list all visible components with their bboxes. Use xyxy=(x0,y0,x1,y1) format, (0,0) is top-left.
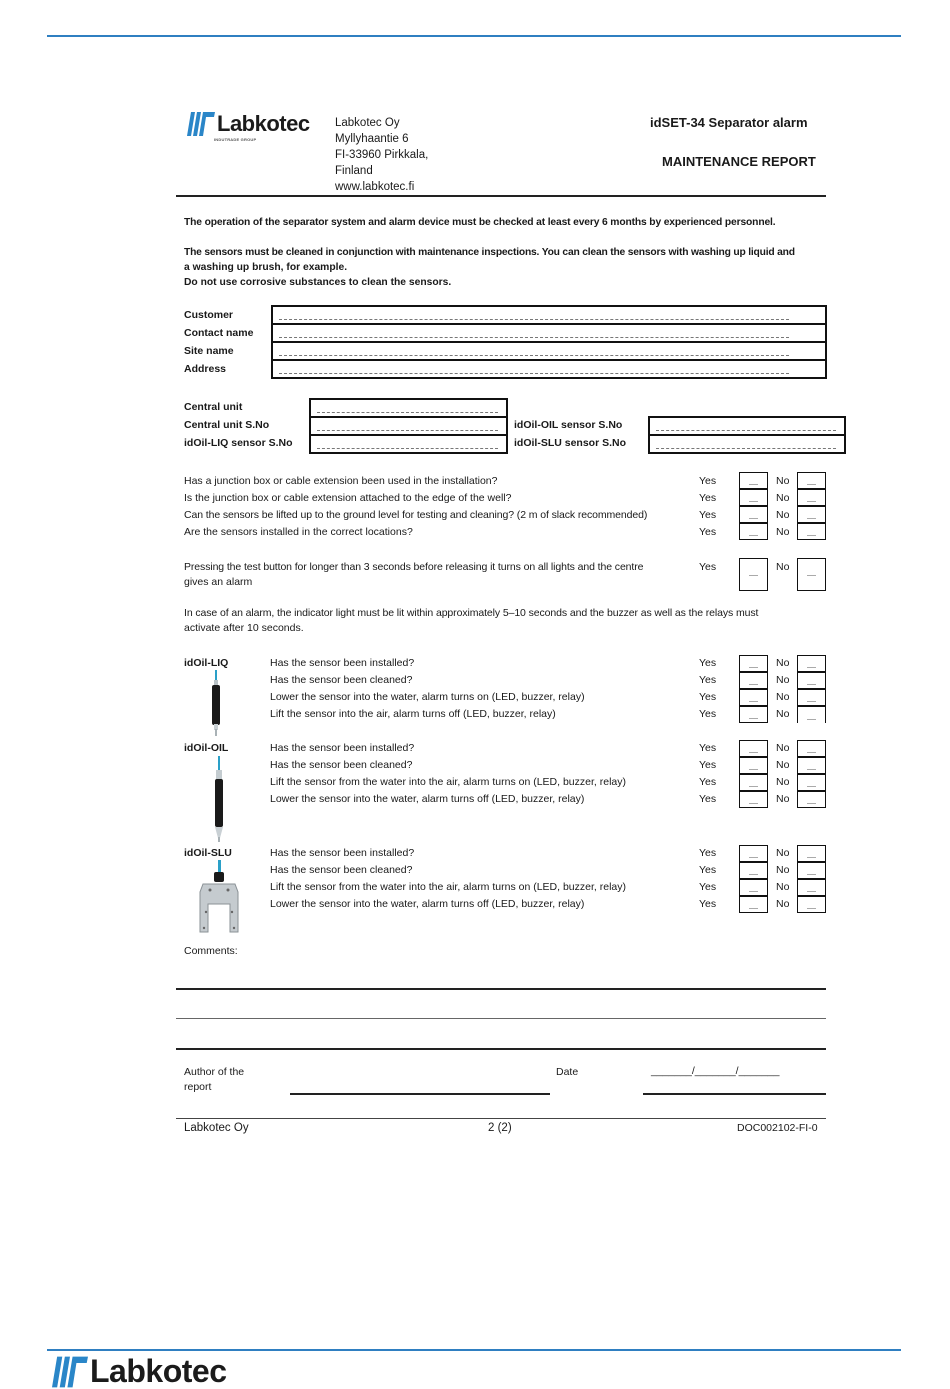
central-unit-sno-field[interactable] xyxy=(309,416,508,436)
sensor-name-liq: idOil-LIQ xyxy=(184,657,229,669)
fill-line xyxy=(279,319,789,320)
oil-sno-field[interactable] xyxy=(648,416,846,436)
logo-wordmark: Labkotec xyxy=(90,1353,227,1389)
fill-line xyxy=(279,337,789,338)
author-label-cont: report xyxy=(184,1081,212,1093)
yes-checkbox[interactable] xyxy=(739,774,768,791)
no-label: No xyxy=(776,864,790,876)
yes-checkbox[interactable] xyxy=(739,879,768,896)
labkotec-logo xyxy=(187,112,310,136)
yes-checkbox[interactable] xyxy=(739,740,768,757)
footer-rule xyxy=(47,1349,901,1351)
header-rule xyxy=(47,35,901,37)
question-text: Has the sensor been cleaned? xyxy=(270,759,413,771)
address-line: FI-33960 Pirkkala, xyxy=(335,149,429,161)
intro-paragraph-2: The sensors must be cleaned in conjunction with maintenance inspections. You can clean the sensors with washing up liquid and xyxy=(184,247,795,258)
no-checkbox[interactable] xyxy=(797,689,826,706)
yes-label: Yes xyxy=(699,847,717,859)
comment-line-1[interactable] xyxy=(176,988,826,990)
no-checkbox[interactable] xyxy=(797,879,826,896)
alarm-note: In case of an alarm, the indicator light must be lit within approximately 5–10 seconds and the buzzer as well as the relays must xyxy=(184,607,759,619)
website-link[interactable]: www.labkotec.fi xyxy=(335,181,415,193)
no-checkbox[interactable] xyxy=(797,489,826,506)
yes-label: Yes xyxy=(699,776,717,788)
yes-checkbox[interactable] xyxy=(739,791,768,808)
fill-line xyxy=(317,448,498,449)
date-label: Date xyxy=(556,1066,579,1078)
question-text: Has the sensor been installed? xyxy=(270,657,415,669)
logo-stripes-icon xyxy=(187,112,215,136)
customer-label: Customer xyxy=(184,309,234,321)
yes-label: Yes xyxy=(699,561,717,573)
no-label: No xyxy=(776,475,790,487)
bottom-labkotec-logo xyxy=(52,1354,226,1388)
question-text: Has the sensor been installed? xyxy=(270,847,415,859)
no-label: No xyxy=(776,898,790,910)
site-name-label: Site name xyxy=(184,345,234,357)
comment-line-3[interactable] xyxy=(176,1048,826,1050)
slu-sno-label: idOil-SLU sensor S.No xyxy=(514,437,627,449)
fill-line xyxy=(279,355,789,356)
product-title: idSET-34 Separator alarm xyxy=(650,115,808,130)
no-label: No xyxy=(776,561,790,573)
fill-line xyxy=(317,412,498,413)
yes-label: Yes xyxy=(699,708,717,720)
yes-label: Yes xyxy=(699,674,717,686)
no-checkbox[interactable] xyxy=(797,672,826,689)
contact-name-field[interactable] xyxy=(271,323,827,343)
yes-label: Yes xyxy=(699,742,717,754)
yes-checkbox[interactable] xyxy=(739,706,768,723)
address-line: Myllyhaantie 6 xyxy=(335,133,409,145)
yes-checkbox[interactable] xyxy=(739,558,768,591)
question-text: Lower the sensor into the water, alarm turns off (LED, buzzer, relay) xyxy=(270,793,585,805)
intro-paragraph-2b: a washing up brush, for example. xyxy=(184,262,348,273)
fill-line xyxy=(317,430,498,431)
yes-checkbox[interactable] xyxy=(739,862,768,879)
address-line: Labkotec Oy xyxy=(335,117,400,129)
liq-sno-field[interactable] xyxy=(309,434,508,454)
yes-label: Yes xyxy=(699,864,717,876)
question-text: Lower the sensor into the water, alarm turns on (LED, buzzer, relay) xyxy=(270,691,585,703)
yes-checkbox[interactable] xyxy=(739,757,768,774)
no-label: No xyxy=(776,881,790,893)
yes-checkbox[interactable] xyxy=(739,472,768,489)
logo-stripes-icon xyxy=(52,1356,88,1388)
no-checkbox[interactable] xyxy=(797,757,826,774)
question-text: Lift the sensor into the air, alarm turns off (LED, buzzer, relay) xyxy=(270,708,556,720)
sensor-name-oil: idOil-OIL xyxy=(184,742,229,754)
yes-checkbox[interactable] xyxy=(739,506,768,523)
fill-line xyxy=(656,448,836,449)
central-unit-label: Central unit xyxy=(184,401,243,413)
fill-line xyxy=(279,373,789,374)
no-checkbox[interactable] xyxy=(797,862,826,879)
question-text: Is the junction box or cable extension attached to the edge of the well? xyxy=(184,492,512,504)
address-field[interactable] xyxy=(271,359,827,379)
no-label: No xyxy=(776,776,790,788)
central-unit-sno-label: Central unit S.No xyxy=(184,419,270,431)
question-text: Lift the sensor from the water into the air, alarm turns on (LED, buzzer, relay) xyxy=(270,881,626,893)
oil-sensor-image-icon xyxy=(212,756,226,842)
question-text: Lift the sensor from the water into the air, alarm turns on (LED, buzzer, relay) xyxy=(270,776,626,788)
yes-checkbox[interactable] xyxy=(739,845,768,862)
no-label: No xyxy=(776,691,790,703)
site-name-field[interactable] xyxy=(271,341,827,361)
yes-label: Yes xyxy=(699,509,717,521)
yes-label: Yes xyxy=(699,691,717,703)
no-label: No xyxy=(776,674,790,686)
intro-paragraph-3: Do not use corrosive substances to clean the sensors. xyxy=(184,277,452,288)
sensor-name-slu: idOil-SLU xyxy=(184,847,232,859)
date-line[interactable] xyxy=(643,1093,826,1095)
question-text: Lower the sensor into the water, alarm turns off (LED, buzzer, relay) xyxy=(270,898,585,910)
contact-name-label: Contact name xyxy=(184,327,254,339)
no-label: No xyxy=(776,759,790,771)
alarm-note-cont: activate after 10 seconds. xyxy=(184,622,304,634)
no-checkbox[interactable] xyxy=(797,472,826,489)
no-label: No xyxy=(776,793,790,805)
no-label: No xyxy=(776,742,790,754)
test-button-question-cont: gives an alarm xyxy=(184,576,253,588)
central-unit-field[interactable] xyxy=(309,398,508,418)
logo-wordmark: Labkotec xyxy=(217,111,310,136)
no-label: No xyxy=(776,492,790,504)
question-text: Has the sensor been installed? xyxy=(270,742,415,754)
no-label: No xyxy=(776,708,790,720)
no-checkbox[interactable] xyxy=(797,774,826,791)
slu-sno-field[interactable] xyxy=(648,434,846,454)
no-label: No xyxy=(776,509,790,521)
no-checkbox[interactable] xyxy=(797,655,826,672)
yes-checkbox[interactable] xyxy=(739,672,768,689)
address-line: Finland xyxy=(335,165,373,177)
yes-checkbox[interactable] xyxy=(739,896,768,913)
yes-label: Yes xyxy=(699,881,717,893)
footer-divider xyxy=(176,1118,826,1119)
header-divider xyxy=(176,195,826,197)
customer-field[interactable] xyxy=(271,305,827,325)
document-id: DOC002102-FI-0 xyxy=(737,1122,818,1134)
question-text: Has the sensor been cleaned? xyxy=(270,864,413,876)
yes-label: Yes xyxy=(699,492,717,504)
question-text: Are the sensors installed in the correct locations? xyxy=(184,526,413,538)
liq-sensor-image-icon xyxy=(209,670,223,736)
yes-checkbox[interactable] xyxy=(739,655,768,672)
yes-label: Yes xyxy=(699,898,717,910)
no-checkbox[interactable] xyxy=(797,558,826,591)
author-signature-line[interactable] xyxy=(290,1093,550,1095)
yes-label: Yes xyxy=(699,657,717,669)
logo-subtext: INDUTRADE GROUP xyxy=(214,137,257,142)
slu-sensor-image-icon xyxy=(198,860,240,934)
no-label: No xyxy=(776,657,790,669)
yes-label: Yes xyxy=(699,793,717,805)
no-label: No xyxy=(776,847,790,859)
no-checkbox[interactable] xyxy=(797,740,826,757)
fill-line xyxy=(656,430,836,431)
author-label: Author of the xyxy=(184,1066,245,1078)
no-label: No xyxy=(776,526,790,538)
question-text: Has a junction box or cable extension been used in the installation? xyxy=(184,475,498,487)
date-placeholder[interactable]: _______/_______/_______ xyxy=(651,1065,780,1077)
address-label: Address xyxy=(184,363,227,375)
question-text: Can the sensors be lifted up to the ground level for testing and cleaning? (2 m of slack recommended) xyxy=(184,509,648,521)
yes-checkbox[interactable] xyxy=(739,489,768,506)
question-text: Has the sensor been cleaned? xyxy=(270,674,413,686)
intro-paragraph-1: The operation of the separator system and alarm device must be checked at least every 6 months by experienced personnel. xyxy=(184,217,776,228)
test-button-question: Pressing the test button for longer than 3 seconds before releasing it turns on all lights and the centre xyxy=(184,561,644,573)
oil-sno-label: idOil-OIL sensor S.No xyxy=(514,419,623,431)
page-number: 2 (2) xyxy=(488,1122,512,1134)
liq-sno-label: idOil-LIQ sensor S.No xyxy=(184,437,293,449)
yes-label: Yes xyxy=(699,759,717,771)
yes-label: Yes xyxy=(699,475,717,487)
no-checkbox[interactable] xyxy=(797,791,826,808)
comments-label: Comments: xyxy=(184,945,238,957)
no-checkbox[interactable] xyxy=(797,523,826,540)
no-checkbox[interactable] xyxy=(797,706,826,723)
yes-label: Yes xyxy=(699,526,717,538)
yes-checkbox[interactable] xyxy=(739,523,768,540)
comment-line-2[interactable] xyxy=(176,1018,826,1019)
footer-company: Labkotec Oy xyxy=(184,1122,249,1134)
report-title: MAINTENANCE REPORT xyxy=(662,154,816,169)
yes-checkbox[interactable] xyxy=(739,689,768,706)
no-checkbox[interactable] xyxy=(797,506,826,523)
no-checkbox[interactable] xyxy=(797,896,826,913)
no-checkbox[interactable] xyxy=(797,845,826,862)
